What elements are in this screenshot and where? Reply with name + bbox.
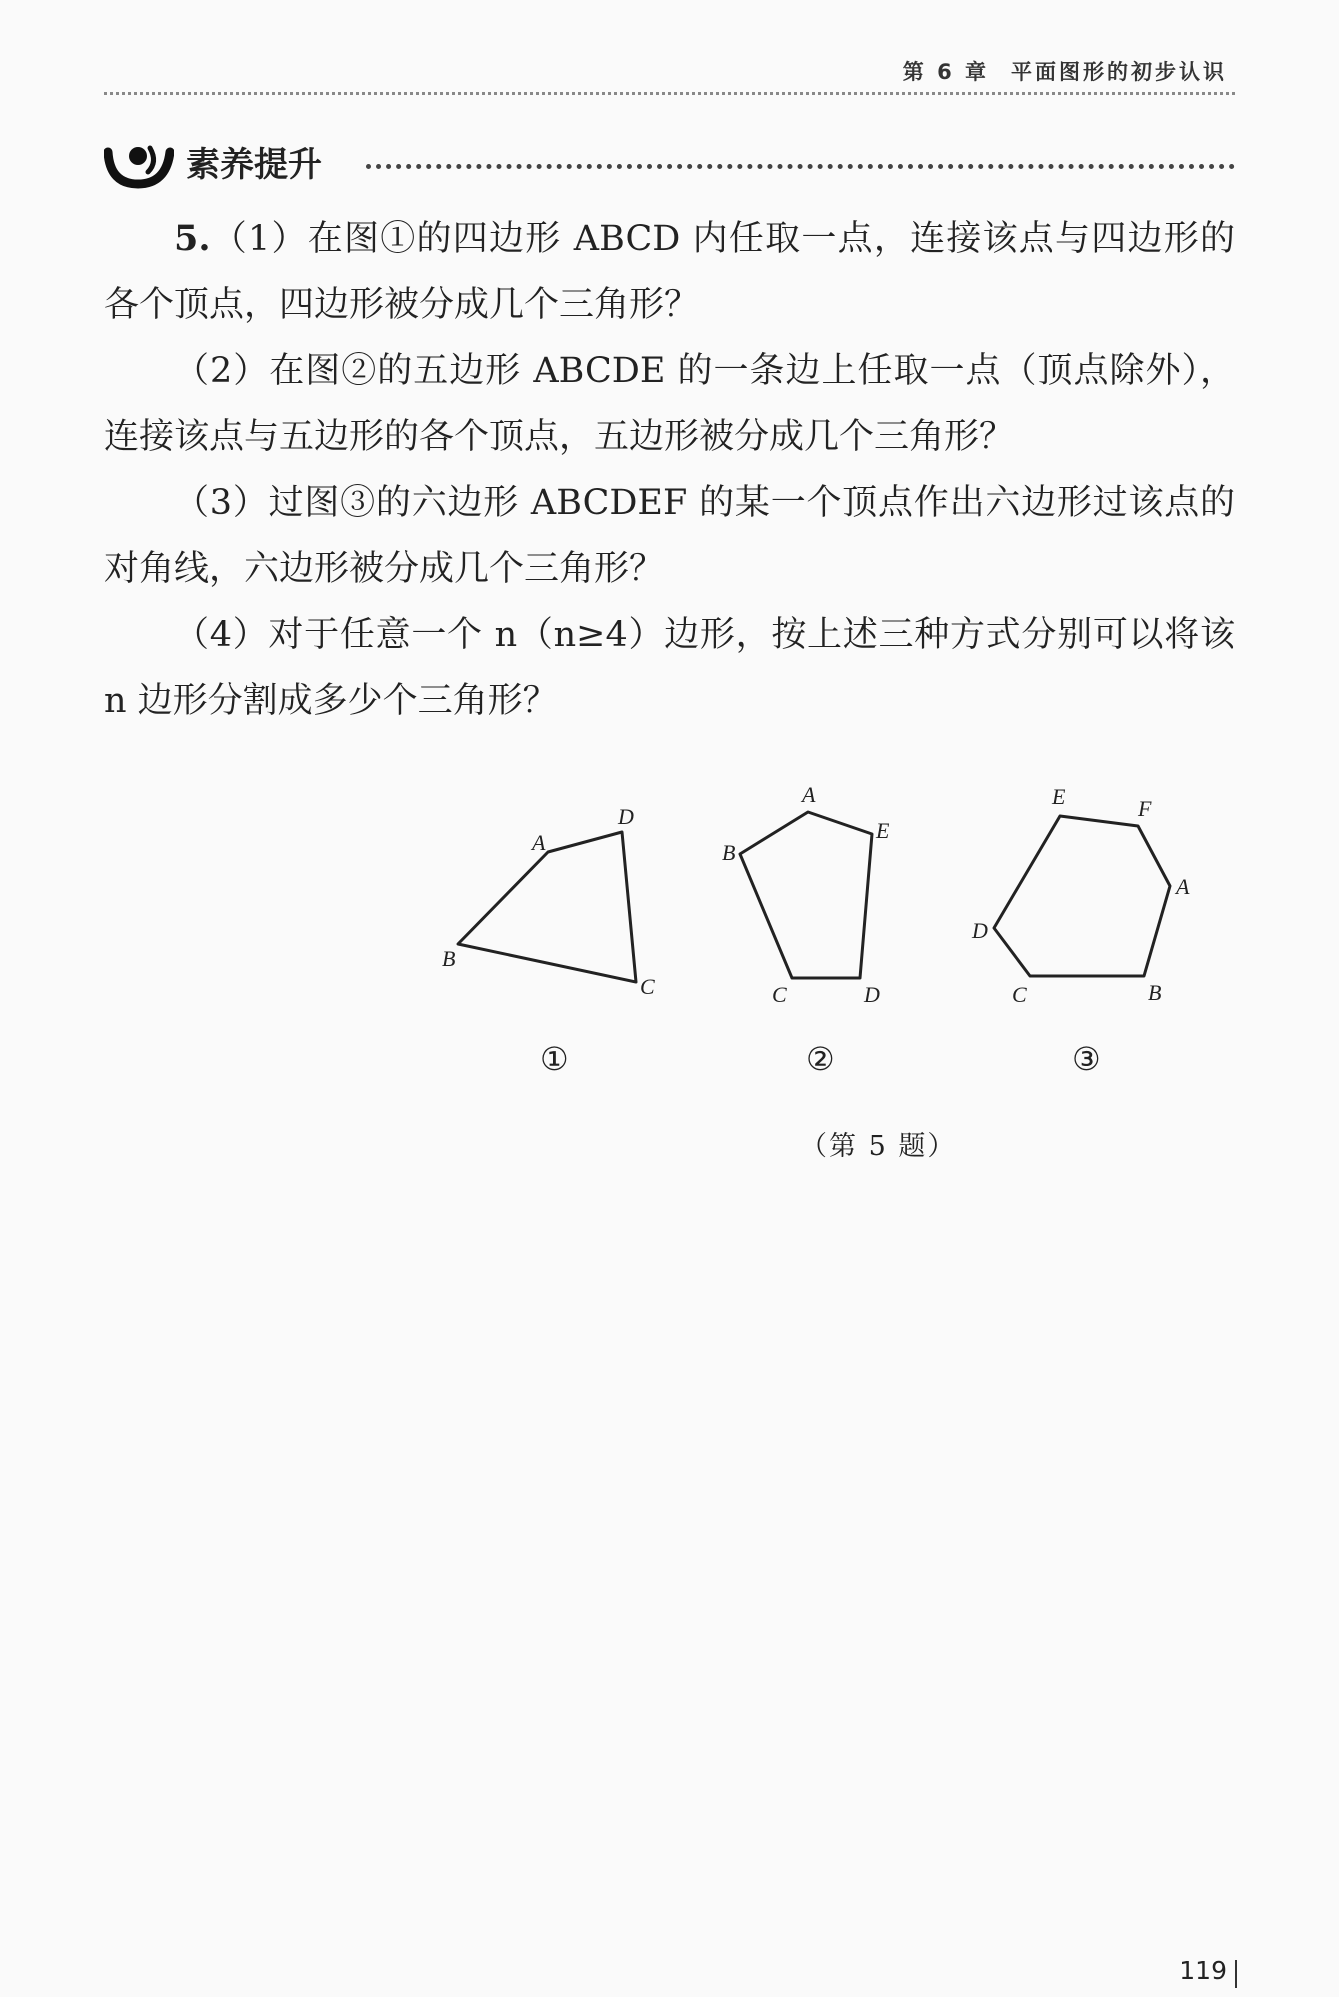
figure-2-pentagon xyxy=(722,782,890,1007)
fig3-label-B: B xyxy=(1148,980,1162,1005)
fig2-label-B: B xyxy=(722,840,736,865)
problem-number: 5. xyxy=(174,218,211,259)
section-logo-icon xyxy=(104,140,174,190)
fig3-label-A: A xyxy=(1176,874,1190,899)
fig1-label-B: B xyxy=(442,946,456,971)
problem-part-3: （3）过图③的六边形 ABCDEF 的某一个顶点作出六边形过该点的对角线，六边形被分成几个三角形？ xyxy=(104,483,1235,589)
fig2-label-E: E xyxy=(876,818,890,843)
fig3-label-E: E xyxy=(1052,784,1066,809)
figure-caption: （第 5 题） xyxy=(800,1131,957,1162)
fig1-label-D: D xyxy=(618,804,634,829)
fig2-caption: ② xyxy=(806,1040,835,1078)
section-heading xyxy=(104,140,1235,190)
problem-part-4: （4）对于任意一个 n（n≥4）边形，按上述三种方式分别可以将该 n 边形分割成多少个三角形？ xyxy=(104,615,1235,721)
polygon-figures xyxy=(420,770,1220,1010)
fig1-label-C: C xyxy=(640,974,655,999)
figure-3-hexagon xyxy=(971,784,1190,1007)
running-header xyxy=(903,56,1227,86)
fig1-label-A: A xyxy=(532,830,546,855)
problem-5 xyxy=(104,206,1235,734)
fig3-caption: ③ xyxy=(1072,1040,1101,1078)
section-title: 素养提升 xyxy=(186,145,322,185)
fig3-label-D: D xyxy=(972,918,988,943)
fig3-label-F: F xyxy=(1138,796,1152,821)
figure-group xyxy=(420,770,1220,1010)
fig3-label-C: C xyxy=(1012,982,1027,1007)
fig2-label-C: C xyxy=(772,982,787,1007)
header-divider xyxy=(104,92,1235,95)
fig2-label-D: D xyxy=(864,982,880,1007)
figure-1-quadrilateral xyxy=(442,804,655,999)
problem-part-2: （2）在图②的五边形 ABCDE 的一条边上任取一点（顶点除外），连接该点与五边形的各个顶点，五边形被分成几个三角形？ xyxy=(104,351,1235,457)
fig1-caption: ① xyxy=(540,1040,569,1078)
problem-part-1 xyxy=(104,206,1235,338)
section-dotted-rule xyxy=(366,164,1235,169)
problem-part-1-text: （1）在图①的四边形 ABCD 内任取一点，连接该点与四边形的各个顶点，四边形被分成几个三角形？ xyxy=(104,219,1235,325)
fig2-label-A: A xyxy=(802,782,816,807)
chapter-title: 平面图形的初步认识 xyxy=(1011,60,1227,84)
page-number-bar xyxy=(1235,1960,1237,1988)
chapter-label: 第 6 章 xyxy=(902,60,989,84)
page-number: 119 xyxy=(1179,1956,1227,1985)
